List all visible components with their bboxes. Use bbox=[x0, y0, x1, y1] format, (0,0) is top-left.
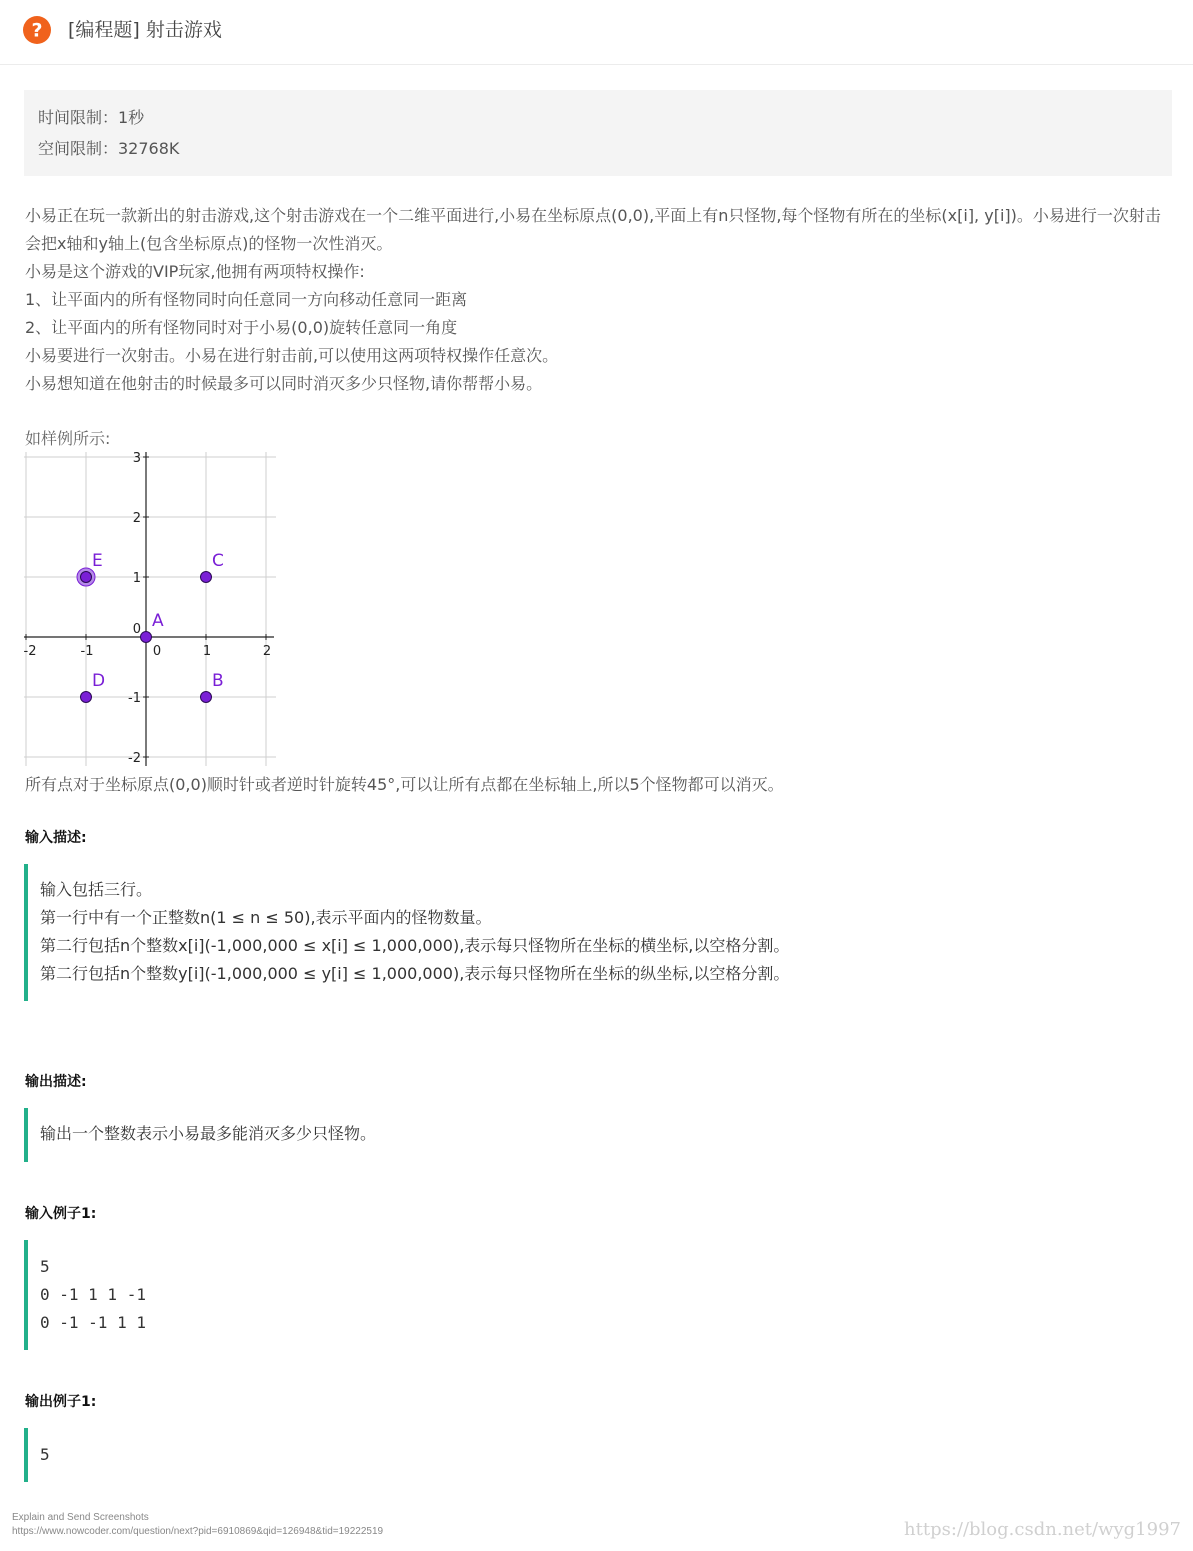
input-example-block bbox=[24, 1240, 1176, 1350]
space-limit: 空间限制：32768K bbox=[38, 139, 180, 158]
input-example-title: 输入例子1: bbox=[25, 1206, 97, 1222]
description-paragraph: 2、让平面内的所有怪物同时对于小易(0,0)旋转任意同一角度 bbox=[25, 318, 458, 337]
description-paragraph: 1、让平面内的所有怪物同时向任意同一方向移动任意同一距离 bbox=[25, 290, 468, 309]
y-tick-label: -1 bbox=[128, 691, 141, 706]
output-line: 输出一个整数表示小易最多能消灭多少只怪物。 bbox=[40, 1124, 377, 1143]
graph-tick-labels bbox=[24, 452, 271, 766]
point-c bbox=[201, 572, 212, 583]
y-tick-label: 1 bbox=[132, 571, 141, 586]
input-line: 输入包括三行。 bbox=[40, 880, 153, 899]
input-line: 第一行中有一个正整数n(1 ≤ n ≤ 50),表示平面内的怪物数量。 bbox=[40, 908, 492, 927]
output-example-line: 5 bbox=[40, 1445, 50, 1464]
output-description-block bbox=[24, 1108, 1176, 1162]
point-label-b: B bbox=[212, 671, 224, 691]
x-tick-label: -2 bbox=[24, 644, 37, 659]
y-tick-label: 2 bbox=[132, 511, 141, 526]
input-example-line: 0 -1 -1 1 1 bbox=[40, 1313, 146, 1332]
input-line: 第二行包括n个整数y[i](-1,000,000 ≤ y[i] ≤ 1,000,000),表示每只怪物所在坐标的纵坐标,以空格分割。 bbox=[40, 964, 790, 983]
description-paragraph: 小易正在玩一款新出的射击游戏,这个射击游戏在一个二维平面进行,小易在坐标原点(0,0),平面上有n只怪物,每个怪物有所在的坐标(x[i], y[i])。小易进行一次射击会把x轴和y轴上(包含坐标原点)的怪物一次性消灭。 bbox=[25, 206, 1161, 253]
input-example-line: 5 bbox=[40, 1257, 50, 1276]
description-paragraph: 小易想知道在他射击的时候最多可以同时消灭多少只怪物,请你帮帮小易。 bbox=[25, 374, 543, 393]
x-tick-label: 0 bbox=[152, 644, 162, 659]
point-d bbox=[81, 692, 92, 703]
output-example-title: 输出例子1: bbox=[25, 1394, 97, 1410]
problem-header bbox=[0, 0, 1193, 65]
graph-points bbox=[77, 551, 224, 703]
input-description-block bbox=[24, 864, 1176, 1001]
y-tick-label: 0 bbox=[132, 622, 141, 637]
question-circle-icon bbox=[22, 15, 52, 45]
description-paragraph: 小易要进行一次射击。小易在进行射击前,可以使用这两项特权操作任意次。 bbox=[25, 346, 559, 365]
rotation-note: 所有点对于坐标原点(0,0)顺时针或者逆时针旋转45°,可以让所有点都在坐标轴上,所以5个怪物都可以消灭。 bbox=[25, 775, 784, 794]
input-example-line: 0 -1 1 1 -1 bbox=[40, 1285, 146, 1304]
point-a bbox=[141, 632, 152, 643]
point-b bbox=[201, 692, 212, 703]
input-line: 第二行包括n个整数x[i](-1,000,000 ≤ x[i] ≤ 1,000,000),表示每只怪物所在坐标的横坐标,以空格分割。 bbox=[40, 936, 790, 955]
x-tick-label: -1 bbox=[80, 644, 94, 659]
sample-label: 如样例所示: bbox=[25, 429, 111, 448]
blog-watermark: https://blog.csdn.net/wyg1997 bbox=[904, 1519, 1181, 1540]
input-description-title: 输入描述: bbox=[25, 830, 87, 846]
point-label-d: D bbox=[92, 671, 106, 691]
limits-box bbox=[24, 90, 1172, 176]
point-label-a: A bbox=[152, 611, 164, 631]
point-label-e: E bbox=[92, 551, 103, 571]
point-label-c: C bbox=[212, 551, 224, 571]
x-tick-label: 2 bbox=[262, 644, 272, 659]
graph-axes bbox=[24, 452, 274, 766]
y-tick-label: 3 bbox=[132, 452, 141, 466]
problem-title: [编程题] 射击游戏 bbox=[68, 19, 222, 41]
x-tick-label: 1 bbox=[202, 644, 212, 659]
graph-grid bbox=[24, 452, 276, 766]
explain-link[interactable]: Explain and Send Screenshots bbox=[12, 1512, 149, 1523]
point-e bbox=[81, 572, 92, 583]
output-example-block bbox=[24, 1428, 1176, 1482]
y-tick-label: -2 bbox=[128, 751, 141, 766]
sample-coordinate-graph bbox=[24, 452, 276, 766]
problem-description bbox=[25, 202, 1175, 398]
question-glyph: ? bbox=[31, 19, 43, 42]
time-limit: 时间限制：1秒 bbox=[38, 108, 145, 127]
source-url[interactable]: https://www.nowcoder.com/question/next?pid=6910869&qid=126948&tid=19222519 bbox=[12, 1526, 384, 1537]
description-paragraph: 小易是这个游戏的VIP玩家,他拥有两项特权操作: bbox=[25, 262, 365, 281]
output-description-title: 输出描述: bbox=[25, 1074, 87, 1090]
